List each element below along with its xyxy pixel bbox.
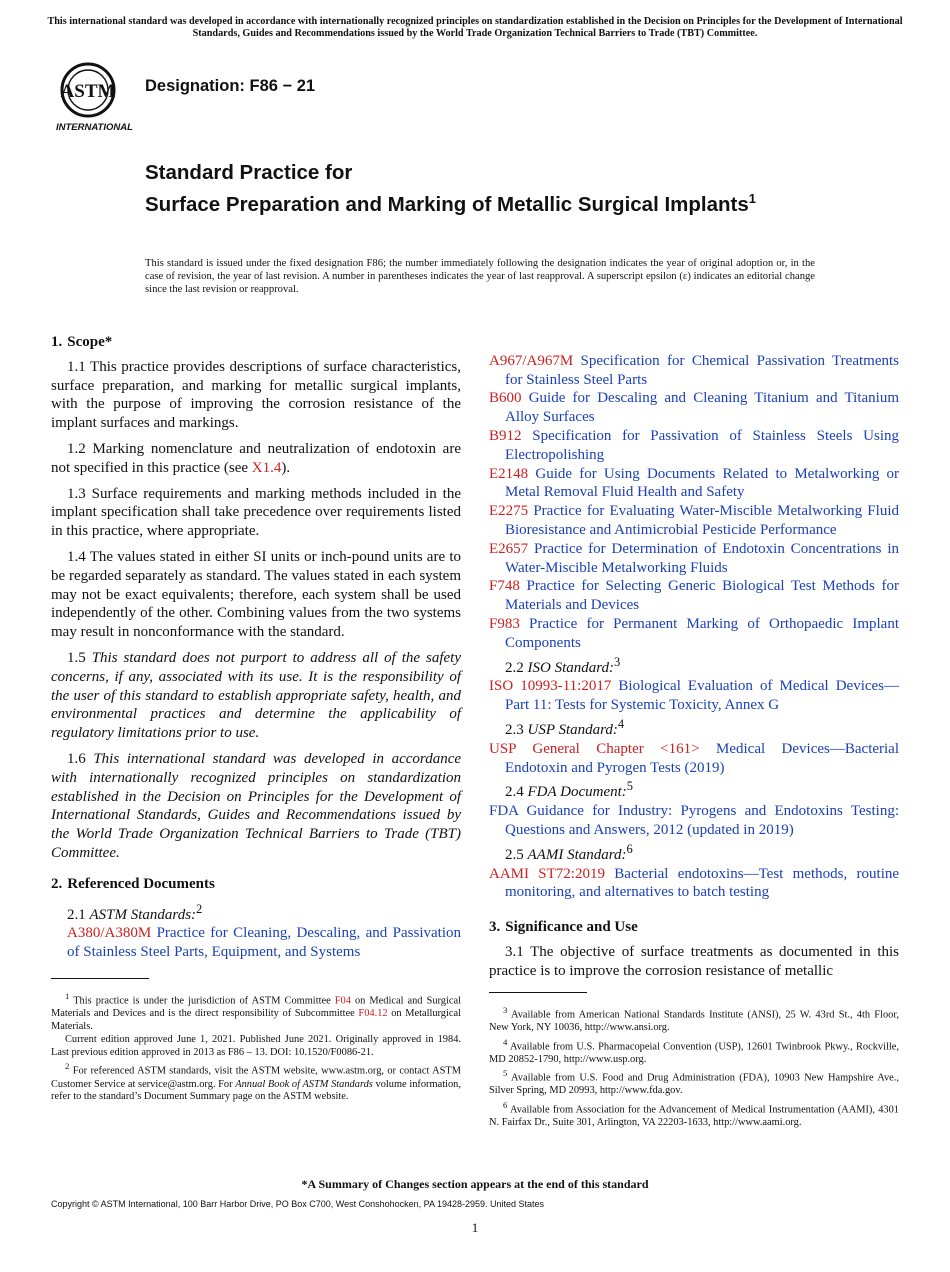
ref-code[interactable]: F748 (489, 578, 520, 595)
astm-logo-icon (52, 58, 136, 132)
ref-code[interactable]: E2275 (489, 503, 529, 520)
footnote-number: 2 (65, 1061, 70, 1072)
ref-e2657 (489, 540, 899, 578)
footnote-mark: 5 (626, 779, 634, 794)
ref-f748 (489, 577, 899, 615)
subsection-label: ASTM Standards: (89, 906, 197, 923)
ref-code[interactable]: ISO 10993-11:2017 (489, 678, 612, 695)
footnote-text: Available from Association for the Advancement of Medical Instrumentation (AAMI), 4301 N. Fairfax Dr., Suite 301, Arlington, VA 22203-1633, http://www.aami.org. (489, 1104, 899, 1129)
ref-fda-guidance (489, 802, 899, 840)
title-line-2 (145, 186, 865, 218)
ref-title[interactable]: Specification for Chemical Passivation Treatments for Stainless Steel Parts (505, 352, 899, 388)
footnote-mark: 3 (614, 654, 621, 669)
para-1-3: 1.3 Surface requirements and marking methods included in the implant specification shall take precedence over requirements listed in this practice, where appropriate. (51, 485, 461, 540)
section-title: Significance and Use (505, 919, 638, 936)
header-notice: This international standard was developed in accordance with internationally recognized principles on standardization established in the Decision on Principles for the Development of International Standards, Guides and Recommendations issued by the World Trade Organization Technical Barriers to Trade (TBT) Committee. (47, 16, 903, 39)
footnotes-left (51, 990, 461, 1105)
link-f04-12[interactable]: F04.12 (358, 1008, 388, 1020)
ref-title[interactable]: Bacterial endotoxins—Test methods, routine monitoring, and alternatives to batch testing (505, 865, 900, 901)
footnote-number: 3 (503, 1005, 508, 1015)
ref-aami-st72 (489, 865, 899, 903)
link-x1-4[interactable]: X1.4 (251, 459, 282, 476)
para-number: 1.6 (67, 750, 86, 767)
subsection-number: 2.4 (505, 784, 524, 801)
footnote-rule-left (51, 978, 149, 979)
ref-title[interactable]: Practice for Permanent Marking of Orthopaedic Implant Components (505, 615, 899, 651)
subsection-number: 2.5 (505, 846, 524, 863)
title-footnote-mark: 1 (748, 191, 756, 206)
ref-code[interactable]: F983 (489, 615, 520, 632)
footnote-mark: 4 (617, 716, 625, 731)
ref-a380 (51, 924, 461, 962)
ref-title[interactable]: Biological Evaluation of Medical Devices—Part 11: Tests for Systemic Toxicity, Annex G (505, 678, 900, 714)
footnote-1-edition: Current edition approved June 1, 2021. Published June 2021. Originally approved in 1984. Last previous edition approved in 2013 as F86 – 13. DOI: 10.1520/F0086-21. (51, 1034, 461, 1058)
ref-code[interactable]: USP General Chapter <161> (489, 740, 700, 757)
para-1-1: 1.1 This practice provides descriptions of surface characteristics, surface preparation, and marking for metallic surgical implants, with the purpose of improving the corrosion resistance of the implant surfaces and markings. (51, 358, 461, 432)
title-line-1: Standard Practice for (145, 161, 353, 184)
ref-title[interactable]: Medical Devices—Bacterial Endotoxin and Pyrogen Tests (2019) (505, 740, 900, 776)
para-1-5 (51, 649, 461, 743)
subsection-label: AAMI Standard: (527, 846, 627, 863)
ref-iso-10993 (489, 677, 899, 715)
ref-title[interactable]: Practice for Selecting Generic Biological Test Methods for Materials and Devices (505, 578, 899, 614)
ref-code[interactable]: E2657 (489, 540, 529, 557)
designation: Designation: F86 − 21 (145, 77, 316, 95)
ref-title[interactable]: Practice for Cleaning, Descaling, and Passivation of Stainless Steel Parts, Equipment, and Systems (67, 925, 462, 961)
right-column (489, 333, 899, 988)
subsection-label: USP Standard: (527, 721, 618, 738)
ref-a967 (489, 352, 899, 390)
link-f04[interactable]: F04 (334, 995, 351, 1007)
left-column (51, 333, 461, 962)
ref-code[interactable]: B912 (489, 427, 522, 444)
para-text: 1.2 Marking nomenclature and neutralization of endotoxin are not specified in this practice (see (51, 440, 461, 476)
subsection-label: ISO Standard: (527, 659, 615, 676)
section-number: 2. (51, 875, 63, 892)
section-1-heading (51, 333, 461, 352)
subsection-2-3 (489, 715, 899, 740)
footnote-text: on Metallurgical Materials. (51, 1008, 462, 1032)
footnote-rule-right (489, 992, 587, 993)
issuance-statement: This standard is issued under the fixed designation F86; the number immediately following the designation indicates the year of original adoption or, in the case of revision, the year of last revision. A number in parentheses indicates the year of last reapproval. A superscript epsilon (ε) indicates an editorial change since the last revision or reapproval. (145, 258, 815, 296)
subsection-number: 2.3 (505, 721, 524, 738)
subsection-2-5 (489, 840, 899, 865)
footnotes-right (489, 1004, 899, 1131)
subsection-number: 2.1 (67, 906, 86, 923)
ref-f983 (489, 615, 899, 653)
section-title: Scope* (67, 334, 113, 350)
para-text: ). (281, 459, 291, 476)
footnote-text: Available from American National Standards Institute (ANSI), 25 W. 43rd St., 4th Floor, New York, NY 10036, http://www.ansi.org. (489, 1009, 899, 1034)
ref-e2275 (489, 502, 899, 540)
para-3-1: 3.1 The objective of surface treatments as documented in this practice is to improve the corrosion resistance of metallic (489, 943, 899, 979)
ref-code[interactable]: B600 (489, 390, 522, 407)
footnote-4 (489, 1036, 899, 1067)
para-1-2 (51, 440, 461, 478)
section-number: 1. (51, 334, 63, 350)
para-text: This standard does not purport to address all of the safety concerns, if any, associated with its use. It is the responsibility of the user of this standard to establish appropriate safety, health, and environmental practices and determine the applicability of regulatory limitations prior to use. (51, 649, 462, 742)
footnote-text: For referenced ASTM standards, visit the ASTM website, www.astm.org, or contact ASTM Customer Service at service@astm.org. For (51, 1065, 461, 1090)
section-title: Referenced Documents (67, 875, 215, 892)
ref-usp-161 (489, 740, 899, 778)
section-3-heading (489, 918, 899, 937)
footnote-text: This practice is under the jurisdiction of ASTM Committee (73, 995, 335, 1007)
footnote-mark: 6 (626, 841, 633, 856)
footnote-3 (489, 1004, 899, 1035)
ref-title[interactable]: Practice for Evaluating Water-Miscible Metalworking Fluid Bioresistance and Antimicrobial Pesticide Performance (505, 503, 899, 538)
footnote-number: 4 (503, 1036, 508, 1047)
section-number: 3. (489, 919, 501, 936)
ref-title[interactable]: FDA Guidance for Industry: Pyrogens and Endotoxins Testing: Questions and Answers, 2012 (updated in 2019) (489, 803, 899, 838)
ref-code[interactable]: A380/A380M (67, 925, 152, 942)
subsection-2-1 (51, 900, 461, 925)
logo-international: INTERNATIONAL (56, 122, 133, 132)
footnote-mark: 2 (196, 901, 203, 916)
logo-wordmark: ASTM (60, 81, 116, 102)
ref-code[interactable]: AAMI ST72:2019 (489, 865, 605, 882)
footnote-text: Available from U.S. Food and Drug Administration (FDA), 10903 New Hampshire Ave., Silver Spring, MD 20993, http://www.fda.gov. (489, 1072, 899, 1097)
footnote-number: 6 (503, 1099, 508, 1110)
ref-title[interactable]: Guide for Descaling and Cleaning Titanium and Titanium Alloy Surfaces (505, 390, 899, 426)
subsection-2-2 (489, 653, 899, 678)
ref-b912 (489, 427, 899, 465)
ref-title[interactable]: Guide for Using Documents Related to Metalworking or Metal Removal Fluid Health and Safety (505, 465, 900, 501)
subsection-label: FDA Document: (527, 784, 627, 801)
title-main: Surface Preparation and Marking of Metallic Surgical Implants (145, 192, 749, 216)
footnote-text: on Medical and Surgical Materials and Devices and is the direct responsibility of Subcommittee (51, 995, 461, 1020)
para-text: This international standard was developed in accordance with internationally recognized principles on standardization established in the Decision on Principles for the Development of International Standards, Guides and Recommendations issued by the World Trade Organization Technical Barriers to Trade (TBT) Committee. (51, 750, 462, 861)
footnote-number: 1 (65, 991, 70, 1001)
footnote-number: 5 (503, 1068, 508, 1079)
footnote-text: volume information, refer to the standard’s Document Summary page on the ASTM website. (51, 1078, 461, 1103)
footnote-5 (489, 1067, 899, 1098)
footnote-text: Available from U.S. Pharmacopeial Convention (USP), 12601 Twinbrook Pkwy., Rockville, MD 20852-1790, http://www.usp.org. (489, 1041, 899, 1065)
footnote-1 (51, 990, 461, 1033)
ref-title[interactable]: Practice for Determination of Endotoxin Concentrations in Water-Miscible Metalworking Fluids (505, 540, 900, 576)
subsection-number: 2.2 (505, 659, 524, 676)
para-number: 1.5 (67, 649, 86, 666)
standard-title (145, 160, 865, 218)
page-number: 1 (471, 1220, 479, 1235)
section-2-heading (51, 875, 461, 894)
summary-of-changes-notice: *A Summary of Changes section appears at the end of this standard (301, 1177, 649, 1191)
ref-b600 (489, 389, 899, 427)
column-spacer (489, 333, 899, 352)
ref-e2148 (489, 465, 899, 503)
ref-title[interactable]: Specification for Passivation of Stainless Steels Using Electropolishing (505, 427, 899, 463)
para-1-4: 1.4 The values stated in either SI units or inch-pound units are to be regarded separately as standard. The values stated in each system may not be exact equivalents; therefore, each system shall be used independently of the other. Combining values from the two systems may result in nonconformance with the standard. (51, 548, 461, 641)
ref-code[interactable]: A967/A967M (489, 352, 574, 369)
subsection-2-4 (489, 777, 899, 802)
para-1-6 (51, 750, 461, 863)
footnote-2 (51, 1060, 461, 1103)
footnote-6 (489, 1099, 899, 1130)
copyright-line: Copyright © ASTM International, 100 Barr Harbor Drive, PO Box C700, West Conshohocken, PA 19428-2959. United States (51, 1199, 545, 1209)
ref-code[interactable]: E2148 (489, 465, 529, 482)
footnote-text: Annual Book of ASTM Standards (235, 1078, 373, 1090)
